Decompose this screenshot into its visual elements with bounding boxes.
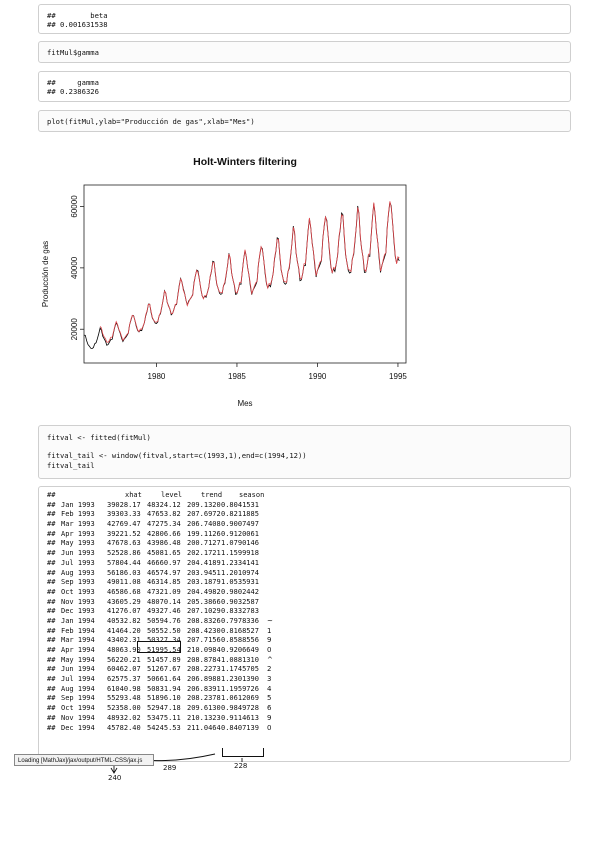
table-cell: ## bbox=[47, 616, 56, 625]
table-cell: 1.1599918 bbox=[221, 549, 259, 558]
table-cell: Nov 1993 bbox=[61, 597, 95, 606]
code-gamma[interactable]: fitMul$gamma bbox=[47, 48, 99, 57]
table-cell: 48932.02 bbox=[107, 713, 141, 722]
column-header: season bbox=[239, 491, 265, 499]
beta-value: ## 0.001631538 bbox=[47, 20, 108, 30]
table-cell: 1.0612069 bbox=[221, 694, 259, 703]
table-cell: Mar 1994 bbox=[61, 636, 95, 645]
table-cell: 49327.46 bbox=[147, 607, 181, 616]
table-cell: 60462.07 bbox=[107, 665, 141, 674]
table-cell: May 1993 bbox=[61, 539, 95, 548]
table-cell: 208.4230 bbox=[187, 626, 221, 635]
table-cell: 56186.03 bbox=[107, 568, 141, 577]
table-row bbox=[47, 569, 562, 579]
table-cell: 0.9007497 bbox=[221, 520, 259, 529]
table-cell: 46314.85 bbox=[147, 578, 181, 587]
handwritten-margin-note: 6 bbox=[267, 704, 272, 713]
table-cell: 49011.08 bbox=[107, 578, 141, 587]
table-cell: Dec 1993 bbox=[61, 607, 95, 616]
table-cell: ## bbox=[47, 568, 56, 577]
table-cell: 208.2378 bbox=[187, 694, 221, 703]
table-cell: ## bbox=[47, 500, 56, 509]
table-row bbox=[47, 656, 562, 666]
x-axis bbox=[148, 363, 408, 381]
gamma-value: ## 0.2386326 bbox=[47, 87, 99, 97]
table-cell: 0.9114613 bbox=[221, 713, 259, 722]
output-gamma bbox=[38, 71, 571, 102]
table-cell: 208.2273 bbox=[187, 665, 221, 674]
table-row bbox=[47, 627, 562, 637]
y-tick-label: 60000 bbox=[70, 195, 79, 218]
table-cell: 1.2301390 bbox=[221, 675, 259, 684]
y-axis-label: Producción de gas bbox=[41, 240, 50, 308]
table-cell: ## bbox=[47, 558, 56, 567]
table-cell: ## bbox=[47, 510, 56, 519]
handwritten-margin-note: ^ bbox=[267, 655, 273, 664]
table-cell: 1.0535931 bbox=[221, 578, 259, 587]
column-header: xhat bbox=[125, 491, 142, 499]
table-cell: 208.8784 bbox=[187, 655, 221, 664]
table-cell: Apr 1994 bbox=[61, 646, 95, 654]
table-row bbox=[47, 559, 562, 569]
table-cell: 61040.98 bbox=[107, 684, 141, 693]
table-cell: 46586.68 bbox=[107, 587, 141, 596]
output-beta bbox=[38, 4, 571, 34]
code-fitted-line-3[interactable]: fitval_tail bbox=[47, 460, 95, 470]
table-cell: 39028.17 bbox=[107, 500, 141, 509]
handwritten-margin-note: 0 bbox=[267, 646, 272, 654]
table-cell: Jan 1993 bbox=[61, 500, 95, 509]
table-cell: 45782.40 bbox=[107, 723, 141, 732]
table-row bbox=[47, 714, 562, 724]
table-cell: 210.0984 bbox=[187, 646, 221, 654]
column-header: trend bbox=[201, 491, 223, 499]
table-cell: 56220.21 bbox=[107, 655, 141, 664]
table-cell: 0.9849728 bbox=[221, 704, 259, 713]
table-cell: 210.1323 bbox=[187, 713, 221, 722]
table-row bbox=[47, 646, 562, 656]
table-cell: Feb 1994 bbox=[61, 626, 95, 635]
table-cell: 0.9206649 bbox=[221, 646, 259, 654]
table-cell: 0.9802442 bbox=[221, 587, 259, 596]
chart-title: Holt-Winters filtering bbox=[193, 156, 297, 168]
table-cell: ## bbox=[47, 655, 56, 664]
table-cell: Jan 1994 bbox=[61, 616, 95, 625]
table-row bbox=[47, 607, 562, 617]
table-cell: Dec 1994 bbox=[61, 723, 95, 732]
table-cell: 204.4982 bbox=[187, 587, 221, 596]
table-cell: 52358.00 bbox=[107, 704, 141, 713]
table-cell: 0.8332783 bbox=[221, 607, 259, 616]
table-cell: 50552.50 bbox=[147, 626, 181, 635]
table-cell: Jun 1993 bbox=[61, 549, 95, 558]
table-cell: 39303.33 bbox=[107, 510, 141, 519]
table-cell: ## bbox=[47, 646, 56, 654]
table-header-row bbox=[47, 491, 562, 501]
column-header: level bbox=[161, 491, 183, 499]
table-cell: Jun 1994 bbox=[61, 665, 95, 674]
table-cell: 50327.34 bbox=[147, 636, 181, 645]
table-cell: 204.4189 bbox=[187, 558, 221, 567]
table-cell: ## bbox=[47, 694, 56, 703]
handwritten-margin-note: 9 bbox=[267, 713, 272, 722]
table-cell: 50594.76 bbox=[147, 616, 181, 625]
table-cell: Jul 1993 bbox=[61, 558, 95, 567]
table-row bbox=[47, 704, 562, 714]
table-cell: 206.8391 bbox=[187, 684, 221, 693]
table-row bbox=[47, 530, 562, 540]
table-cell: Aug 1994 bbox=[61, 684, 95, 693]
table-cell: 211.0464 bbox=[187, 723, 221, 732]
table-cell: Nov 1994 bbox=[61, 713, 95, 722]
table-cell: ## bbox=[47, 626, 56, 635]
table-row bbox=[47, 501, 562, 511]
table-cell: ## bbox=[47, 549, 56, 558]
table-cell: ## bbox=[47, 665, 56, 674]
table-cell: 43605.29 bbox=[107, 597, 141, 606]
table-cell: 48063.90 bbox=[107, 646, 141, 654]
table-cell: ## bbox=[47, 675, 56, 684]
table-row bbox=[47, 665, 562, 675]
table-cell: 1.1959726 bbox=[221, 684, 259, 693]
holt-winters-chart bbox=[0, 140, 603, 420]
table-cell: ## bbox=[47, 539, 56, 548]
x-tick-label: 1980 bbox=[147, 372, 166, 381]
gamma-header: ## gamma bbox=[47, 78, 99, 87]
table-cell: 47653.82 bbox=[147, 510, 181, 519]
table-cell: 207.7156 bbox=[187, 636, 221, 645]
annotation-289: 289 bbox=[163, 764, 177, 772]
table-cell: ## bbox=[47, 607, 56, 616]
table-cell: 51267.67 bbox=[147, 665, 181, 674]
table-cell: 209.1320 bbox=[187, 500, 221, 509]
table-cell: 207.6972 bbox=[187, 510, 221, 519]
table-cell: 53475.11 bbox=[147, 713, 181, 722]
table-cell: ## bbox=[47, 520, 56, 529]
table-cell: 0.8211885 bbox=[221, 510, 259, 519]
code-fitted-line-1[interactable]: fitval <- fitted(fitMul) bbox=[47, 433, 151, 442]
table-cell: Mar 1993 bbox=[61, 520, 95, 529]
x-tick-label: 1995 bbox=[389, 372, 407, 381]
x-tick-label: 1985 bbox=[228, 372, 246, 381]
table-row bbox=[47, 724, 562, 734]
table-cell: Oct 1993 bbox=[61, 587, 95, 596]
table-cell: 39221.52 bbox=[107, 529, 141, 538]
table-row bbox=[47, 510, 562, 520]
table-cell: 202.1721 bbox=[187, 549, 221, 558]
table-cell: May 1994 bbox=[61, 655, 95, 664]
table-cell: 1.1745705 bbox=[221, 665, 259, 674]
table-cell: ## bbox=[47, 587, 56, 596]
table-cell: 0.8407139 bbox=[221, 723, 259, 732]
table-cell: 51995.54 bbox=[147, 646, 181, 654]
table-cell: 48070.14 bbox=[147, 597, 181, 606]
annotation-240: 240 bbox=[108, 774, 122, 782]
beta-header: ## beta bbox=[47, 11, 108, 20]
table-cell: ## bbox=[47, 704, 56, 713]
table-cell: 50831.94 bbox=[147, 684, 181, 693]
table-row bbox=[47, 675, 562, 685]
table-cell: Feb 1993 bbox=[61, 510, 95, 519]
table-cell: Aug 1993 bbox=[61, 568, 95, 577]
table-row bbox=[47, 520, 562, 530]
table-cell: 47275.34 bbox=[147, 520, 181, 529]
table-row bbox=[47, 539, 562, 549]
handwritten-margin-note: 2 bbox=[267, 665, 272, 674]
code-cell-gamma[interactable] bbox=[38, 41, 571, 63]
table-cell: ## bbox=[47, 636, 56, 645]
table-cell: 1.2334141 bbox=[221, 558, 259, 567]
output-fitted-table bbox=[38, 486, 571, 762]
table-cell: 199.1126 bbox=[187, 529, 221, 538]
mathjax-status-bar: Loading [MathJax]/jax/output/HTML-CSS/jax.js bbox=[14, 754, 154, 766]
table-cell: 52947.18 bbox=[147, 704, 181, 713]
handwritten-margin-note: 3 bbox=[267, 675, 272, 684]
table-cell: ## bbox=[47, 529, 56, 538]
table-cell: 0.8041531 bbox=[221, 500, 259, 509]
handwritten-margin-note: 5 bbox=[267, 694, 272, 703]
table-cell: 54245.53 bbox=[147, 723, 181, 732]
handwritten-margin-note: 4 bbox=[267, 684, 272, 693]
table-cell: 200.7127 bbox=[187, 539, 221, 548]
table-cell: 0.8588556 bbox=[221, 636, 259, 645]
handwritten-box-season bbox=[222, 748, 264, 757]
table-cell: 42769.47 bbox=[107, 520, 141, 529]
table-cell: ## bbox=[47, 723, 56, 732]
table-cell: 207.1029 bbox=[187, 607, 221, 616]
table-cell: 55293.48 bbox=[107, 694, 141, 703]
code-fitted-line-2[interactable]: fitval_tail <- window(fitval,start=c(1993,1),end=c(1994,12)) bbox=[47, 451, 307, 461]
table-cell: 57804.44 bbox=[107, 558, 141, 567]
table-cell: ## bbox=[47, 713, 56, 722]
table-cell: 45081.65 bbox=[147, 549, 181, 558]
table-cell: 46660.97 bbox=[147, 558, 181, 567]
table-cell: 0.9120061 bbox=[221, 529, 259, 538]
table-cell: 0.9032587 bbox=[221, 597, 259, 606]
table-cell: 0.7978336 bbox=[221, 616, 259, 625]
table-cell: 62575.37 bbox=[107, 675, 141, 684]
table-cell: 51457.89 bbox=[147, 655, 181, 664]
column-header: ## bbox=[47, 491, 56, 499]
table-cell: 47678.63 bbox=[107, 539, 141, 548]
table-cell: 205.3866 bbox=[187, 597, 221, 606]
table-row bbox=[47, 685, 562, 695]
table-row bbox=[47, 578, 562, 588]
table-cell: 40532.82 bbox=[107, 616, 141, 625]
table-cell: 47321.09 bbox=[147, 587, 181, 596]
table-cell: 203.1879 bbox=[187, 578, 221, 587]
code-plot[interactable]: plot(fitMul,ylab="Producción de gas",xlab="Mes") bbox=[47, 117, 255, 126]
table-cell: 1.0790146 bbox=[221, 539, 259, 548]
code-cell-plot[interactable] bbox=[38, 110, 571, 132]
table-row bbox=[47, 588, 562, 598]
table-cell: ## bbox=[47, 578, 56, 587]
table-cell: 43986.48 bbox=[147, 539, 181, 548]
x-axis-label: Mes bbox=[237, 399, 253, 408]
table-cell: 41464.20 bbox=[107, 626, 141, 635]
x-tick-label: 1990 bbox=[308, 372, 327, 381]
y-tick-label: 20000 bbox=[70, 318, 79, 341]
table-cell: 1.0881310 bbox=[221, 655, 259, 664]
table-cell: 51896.10 bbox=[147, 694, 181, 703]
table-cell: 0.8168527 bbox=[221, 626, 259, 635]
code-cell-fitted[interactable] bbox=[38, 425, 571, 479]
table-row bbox=[47, 598, 562, 608]
table-cell: 209.6130 bbox=[187, 704, 221, 713]
table-cell: Sep 1994 bbox=[61, 694, 95, 703]
table-cell: 46574.97 bbox=[147, 568, 181, 577]
table-row bbox=[47, 694, 562, 704]
table-cell: 208.8326 bbox=[187, 616, 221, 625]
table-cell: ## bbox=[47, 597, 56, 606]
table-cell: 206.7408 bbox=[187, 520, 221, 529]
table-cell: 206.8988 bbox=[187, 675, 221, 684]
table-row bbox=[47, 636, 562, 646]
table-cell: Apr 1993 bbox=[61, 529, 95, 538]
handwritten-box-level bbox=[137, 641, 181, 653]
annotation-228: 228 bbox=[234, 762, 248, 770]
table-cell: 41276.07 bbox=[107, 607, 141, 616]
table-row bbox=[47, 549, 562, 559]
table-cell: 1.2010974 bbox=[221, 568, 259, 577]
table-cell: Sep 1993 bbox=[61, 578, 95, 587]
handwritten-margin-note: ~ bbox=[267, 616, 273, 625]
fitted-table bbox=[47, 491, 562, 733]
handwritten-margin-note: 9 bbox=[267, 636, 272, 645]
handwritten-margin-note: 1 bbox=[267, 626, 272, 635]
table-cell: 203.9451 bbox=[187, 568, 221, 577]
series-lines bbox=[84, 201, 399, 348]
table-cell: 48324.12 bbox=[147, 500, 181, 509]
series-line bbox=[100, 201, 399, 342]
table-row bbox=[47, 617, 562, 627]
table-cell: 43402.31 bbox=[107, 636, 141, 645]
handwritten-margin-note: 0 bbox=[267, 723, 272, 732]
table-cell: Oct 1994 bbox=[61, 704, 95, 713]
y-tick-label: 40000 bbox=[70, 256, 79, 279]
table-cell: ## bbox=[47, 684, 56, 693]
table-cell: 52528.86 bbox=[107, 549, 141, 558]
table-cell: 50661.64 bbox=[147, 675, 181, 684]
table-cell: 42806.66 bbox=[147, 529, 181, 538]
y-axis bbox=[70, 195, 84, 341]
table-cell: Jul 1994 bbox=[61, 675, 95, 684]
